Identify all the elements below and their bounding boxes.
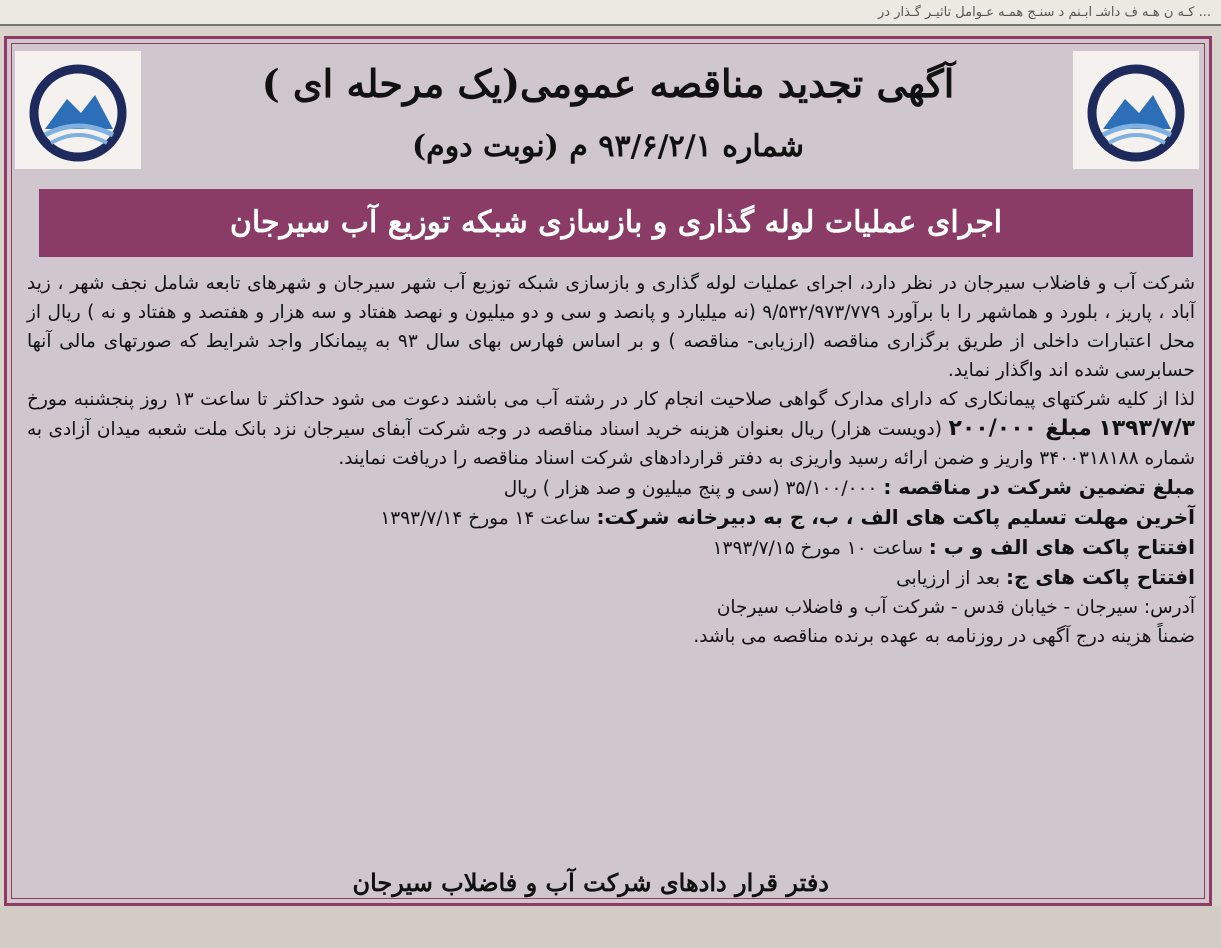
opening-c-value: بعد از ارزیابی [896,568,1001,589]
intro-paragraph: شرکت آب و فاضلاب سیرجان در نظر دارد، اجرای عملیات لوله گذاری و بازسازی شبکه توزیع آب شهر سیرجان و شهرهای تابعه شامل نجف شهر ، زید آباد ، پاریز ، بلورد و هماشهر را با برآورد ۹/۵۳۲/۹۷۳/۷۷۹ (نه میلیارد و پانصد و سی و دو میلیون و نهصد هفتاد و سه هزار و هفتصد و هفتاد و نه ) ریال از محل اعتبارات داخلی از طریق برگزاری مناقصه (ارزیابی- مناقصه ) و بر اساس فهارس بهای سال ۹۳ به پیمانکار واجد شرایط که صورتهای مالی آنها حسابرسی شده اند واگذار نماید. [27,273,1195,381]
invitation-paragraph [27,385,1195,473]
opening-ab-label: افتتاح پاکت های الف و ب : [928,535,1195,559]
deadline-line [27,503,1195,533]
notice-number: شماره ۹۳/۶/۲/۱ م (نوبت دوم) [411,129,805,164]
document-price: مبلغ ۲۰۰/۰۰۰ [948,416,1092,441]
invitation-text-b: (دویست هزار) ریال بعنوان هزینه خرید اسناد مناقصه در وجه شرکت آبفای سیرجان نزد بانک ملت شعبه میدان آزادی به شماره ۳۴۰۰۳۱۸۱۸۸ واریز و ضمن ارائه رسید واریزی به دفتر قراردادهای شرکت اسناد مناقصه را دریافت نمایند. [27,419,1195,469]
signature-footer: دفتر قرار دادهای شرکت آب و فاضلاب سیرجان [352,868,829,897]
opening-ab-value: ساعت ۱۰ مورخ ۱۳۹۳/۷/۱۵ [712,538,923,559]
opening-c-line [27,563,1195,593]
invitation-date: ۱۳۹۳/۷/۳ [1098,416,1195,441]
water-drop-logo-icon [1073,51,1199,169]
deadline-value: ساعت ۱۴ مورخ ۱۳۹۳/۷/۱۴ [380,508,591,529]
guarantee-line [27,473,1195,503]
guarantee-label: مبلغ تضمین شرکت در مناقصه : [883,475,1195,499]
notice-body [27,269,1195,651]
opening-c-label: افتتاح پاکت های ج: [1005,565,1195,589]
address-line: آدرس: سیرجان - خیابان قدس - شرکت آب و فاضلاب سیرجان [716,597,1195,618]
project-banner: اجرای عملیات لوله گذاری و بازسازی شبکه توزیع آب سیرجان [39,189,1193,257]
page-bottom-margin [0,906,1221,948]
opening-ab-line [27,533,1195,563]
notice-title: آگهی تجدید مناقصه عمومی(یک مرحله ای ) [261,61,955,106]
water-company-logo-left [15,51,141,169]
fee-note: ضمناً هزینه درج آگهی در روزنامه به عهده برنده مناقصه می باشد. [693,626,1195,647]
water-company-logo-right [1073,51,1199,169]
notice-frame [4,36,1212,906]
header-strip: ... کـه ن هـه ف داشـ ابـنم د سنـج همـه عـوامل تاثیـر گـذار در [0,0,1221,26]
guarantee-value: ۳۵/۱۰۰/۰۰۰ (سی و پنج میلیون و صد هزار ) ریال [503,478,878,499]
water-drop-logo-icon [15,51,141,169]
invitation-text-a: لذا از کلیه شرکتهای پیمانکاری که دارای مدارک گواهی صلاحیت انجام کار در رشته آب می باشند دعوت می شود حداکثر تا ساعت ۱۳ روز پنجشنبه مورخ [27,389,1196,410]
deadline-label: آخرین مهلت تسلیم پاکت های الف ، ب، ج به دبیرخانه شرکت: [596,505,1195,529]
